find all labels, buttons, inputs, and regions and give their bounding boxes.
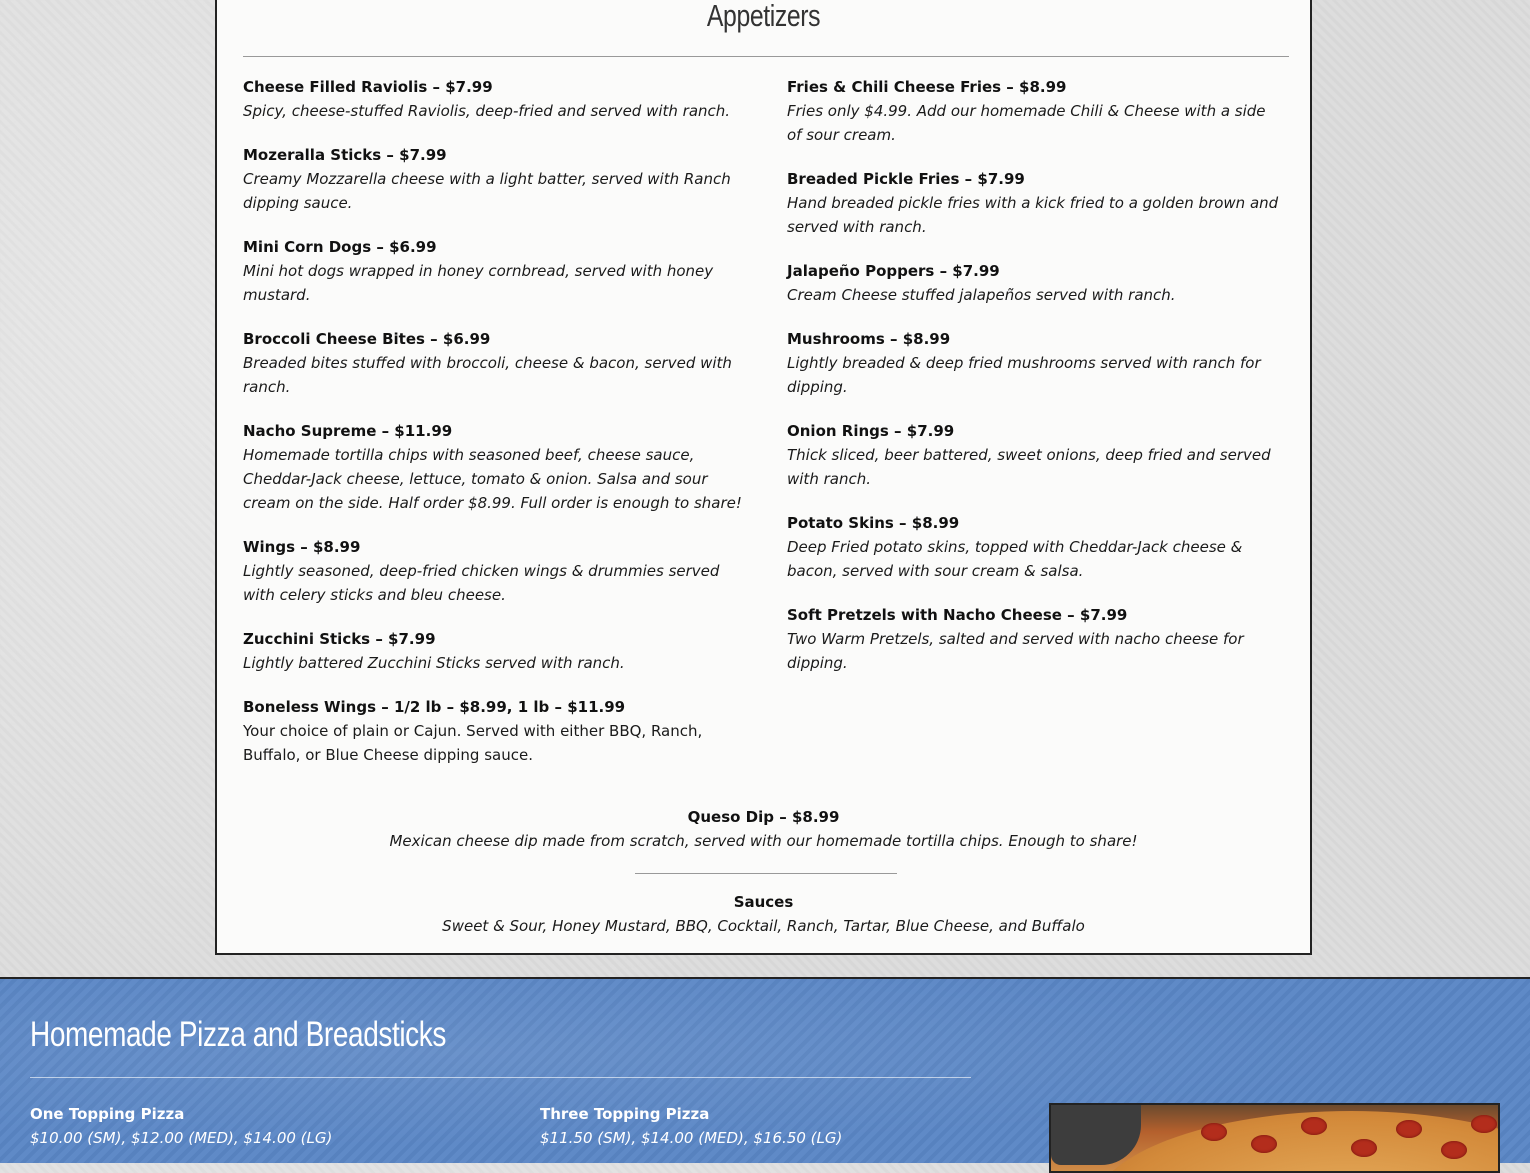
menu-item-description: Lightly seasoned, deep-fried chicken wings & drummies served with celery sticks and bleu cheese.: [243, 562, 720, 604]
menu-item-name: Broccoli Cheese Bites – $6.99: [243, 330, 491, 348]
menu-item: [243, 327, 743, 399]
sauces-item: [217, 890, 1310, 938]
menu-item-name: Breaded Pickle Fries – $7.99: [787, 170, 1025, 188]
appetizers-left-column: [243, 75, 743, 787]
menu-item-description: Mini hot dogs wrapped in honey cornbread, served with honey mustard.: [243, 262, 714, 304]
appetizers-menu-card: [215, 0, 1312, 955]
pizza-section: [0, 977, 1530, 1163]
menu-item-description: Cream Cheese stuffed jalapeños served with ranch.: [787, 286, 1176, 304]
pepperoni-shape: [1351, 1139, 1377, 1157]
menu-item-name: Wings – $8.99: [243, 538, 361, 556]
sauces-divider: [635, 873, 897, 874]
menu-item: [243, 75, 743, 123]
menu-item: [787, 603, 1279, 675]
pepperoni-shape: [1441, 1141, 1467, 1159]
menu-item: [243, 143, 743, 215]
menu-item-description: Your choice of plain or Cajun. Served with either BBQ, Ranch, Buffalo, or Blue Cheese dipping sauce.: [243, 722, 703, 764]
menu-item-name: Mushrooms – $8.99: [787, 330, 951, 348]
pepperoni-shape: [1301, 1117, 1327, 1135]
menu-item-description: Spicy, cheese-stuffed Raviolis, deep-fried and served with ranch.: [243, 102, 731, 120]
menu-item-description: Mexican cheese dip made from scratch, served with our homemade tortilla chips. Enough to share!: [389, 832, 1138, 850]
sauces-list: Sweet & Sour, Honey Mustard, BBQ, Cocktail, Ranch, Tartar, Blue Cheese, and Buffalo: [442, 917, 1085, 935]
menu-item-description: Fries only $4.99. Add our homemade Chili & Cheese with a side of sour cream.: [787, 102, 1266, 144]
menu-item-description: Lightly breaded & deep fried mushrooms served with ranch for dipping.: [787, 354, 1261, 396]
menu-item-description: Thick sliced, beer battered, sweet onions, deep fried and served with ranch.: [787, 446, 1271, 488]
menu-item-name: Potato Skins – $8.99: [787, 514, 960, 532]
menu-item-description: Hand breaded pickle fries with a kick fried to a golden brown and served with ranch.: [787, 194, 1279, 236]
pizza-crust-shape: [1091, 1111, 1500, 1173]
pizza-title-divider: [30, 1077, 971, 1078]
menu-item: [787, 75, 1279, 147]
menu-item: [540, 1102, 842, 1150]
menu-item-description: $11.50 (SM), $14.00 (MED), $16.50 (LG): [540, 1129, 843, 1147]
menu-item-description: Creamy Mozzarella cheese with a light batter, served with Ranch dipping sauce.: [243, 170, 731, 212]
sauces-heading: Sauces: [733, 893, 794, 911]
menu-item-name: Cheese Filled Raviolis – $7.99: [243, 78, 493, 96]
menu-item-description: $10.00 (SM), $12.00 (MED), $14.00 (LG): [30, 1129, 333, 1147]
pepperoni-shape: [1471, 1115, 1497, 1133]
menu-item: [243, 419, 743, 515]
menu-item: [243, 535, 743, 607]
queso-dip-item: [217, 805, 1310, 853]
pepperoni-shape: [1251, 1135, 1277, 1153]
menu-item-description: Two Warm Pretzels, salted and served with nacho cheese for dipping.: [787, 630, 1244, 672]
pepperoni-shape: [1396, 1120, 1422, 1138]
menu-item-name: Nacho Supreme – $11.99: [243, 422, 453, 440]
menu-item-name: Mini Corn Dogs – $6.99: [243, 238, 437, 256]
menu-item: [30, 1102, 332, 1150]
menu-item: [787, 259, 1279, 307]
menu-item: [787, 511, 1279, 583]
menu-item-name: Fries & Chili Cheese Fries – $8.99: [787, 78, 1067, 96]
menu-item-name: One Topping Pizza: [30, 1105, 185, 1123]
menu-item-description: Breaded bites stuffed with broccoli, cheese & bacon, served with ranch.: [243, 354, 732, 396]
menu-item: [243, 695, 743, 767]
menu-item-name: Zucchini Sticks – $7.99: [243, 630, 436, 648]
appetizers-title: Appetizers: [706, 0, 821, 33]
menu-item-name: Mozeralla Sticks – $7.99: [243, 146, 447, 164]
pizza-section-title: Homemade Pizza and Breadsticks: [30, 1015, 446, 1054]
menu-item: [787, 327, 1279, 399]
menu-item-description: Deep Fried potato skins, topped with Cheddar-Jack cheese & bacon, served with sour cream & salsa.: [787, 538, 1243, 580]
sauce-bowl-shape: [1051, 1105, 1141, 1165]
menu-item-name: Queso Dip – $8.99: [687, 808, 840, 826]
menu-item-name: Three Topping Pizza: [540, 1105, 710, 1123]
title-divider: [243, 56, 1289, 57]
menu-item-name: Soft Pretzels with Nacho Cheese – $7.99: [787, 606, 1128, 624]
pepperoni-shape: [1201, 1123, 1227, 1141]
menu-item-name: Onion Rings – $7.99: [787, 422, 955, 440]
menu-item: [787, 167, 1279, 239]
menu-item-description: Lightly battered Zucchini Sticks served with ranch.: [243, 654, 625, 672]
menu-item: [243, 235, 743, 307]
appetizers-right-column: [787, 75, 1279, 695]
menu-item-name: Boneless Wings – 1/2 lb – $8.99, 1 lb – $11.99: [243, 698, 626, 716]
menu-item-name: Jalapeño Poppers – $7.99: [787, 262, 1000, 280]
menu-item: [243, 627, 743, 675]
menu-item-description: Homemade tortilla chips with seasoned beef, cheese sauce, Cheddar-Jack cheese, lettuce, tomato & onion. Salsa and sour cream on the side. Half order $8.99. Full order is enough to share!: [243, 446, 742, 512]
menu-item: [787, 419, 1279, 491]
